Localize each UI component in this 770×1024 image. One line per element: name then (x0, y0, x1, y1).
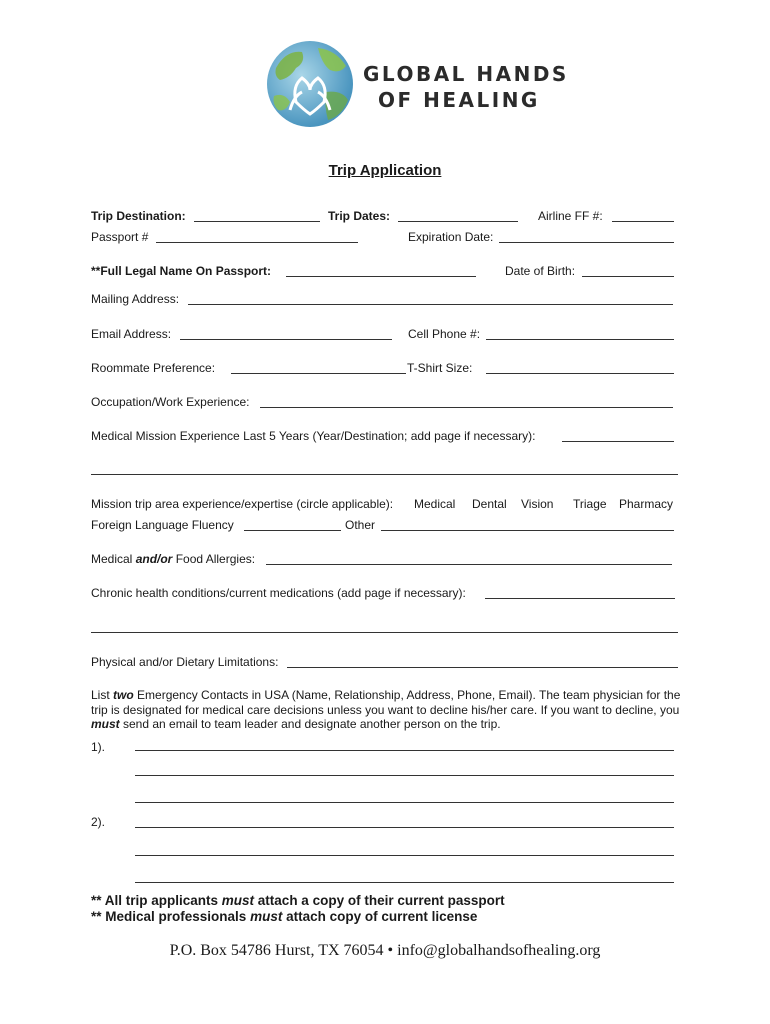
physical-limitations-label: Physical and/or Dietary Limitations: (91, 655, 279, 669)
cell-phone-field[interactable] (486, 339, 674, 340)
globe-hands-logo-icon (266, 40, 354, 128)
occupation-field[interactable] (260, 407, 673, 408)
email-address-field[interactable] (180, 339, 392, 340)
medical-mission-field-2[interactable] (91, 474, 678, 475)
trip-dates-field[interactable] (398, 221, 518, 222)
contact-1-field-line-3[interactable] (135, 802, 674, 803)
contact-1-label: 1). (91, 740, 106, 754)
contact-2-field-line-3[interactable] (135, 882, 674, 883)
logo-text-line1: GLOBAL HANDS (363, 62, 569, 86)
chronic-conditions-label: Chronic health conditions/current medications (add page if necessary): (91, 586, 466, 600)
contact-1-field-line-2[interactable] (135, 775, 674, 776)
passport-field[interactable] (156, 242, 358, 243)
date-of-birth-field[interactable] (582, 276, 674, 277)
expiration-date-label: Expiration Date: (408, 230, 494, 244)
passport-note: ** All trip applicants must attach a copy of their current passport (91, 893, 505, 908)
airline-ff-label: Airline FF #: (538, 209, 603, 223)
allergies-field[interactable] (266, 564, 672, 565)
license-note: ** Medical professionals must attach copy of current license (91, 909, 478, 924)
logo-text-line2: OF HEALING (378, 88, 540, 112)
mailing-address-field[interactable] (188, 304, 673, 305)
full-legal-name-label: **Full Legal Name On Passport: (91, 264, 272, 278)
emergency-contacts-instructions: List two Emergency Contacts in USA (Name, Relationship, Address, Phone, Email). The team physician for the trip is designated for medical care decisions unless you want to decline his/her care. If you want to decline, you must send an email to team leader and designate another person on the trip. (91, 688, 681, 731)
area-dental[interactable]: Dental (472, 497, 507, 511)
physical-limitations-field[interactable] (287, 667, 678, 668)
occupation-label: Occupation/Work Experience: (91, 395, 250, 409)
mailing-address-label: Mailing Address: (91, 292, 180, 306)
area-medical[interactable]: Medical (414, 497, 456, 511)
trip-destination-field[interactable] (194, 221, 320, 222)
roommate-preference-field[interactable] (231, 373, 406, 374)
form-title: Trip Application (328, 162, 442, 179)
allergies-label: Medical and/or Food Allergies: (91, 552, 256, 566)
area-pharmacy[interactable]: Pharmacy (619, 497, 674, 511)
foreign-language-field[interactable] (244, 530, 341, 531)
contact-1-field-line-1[interactable] (135, 750, 674, 751)
mission-area-label: Mission trip area experience/expertise (circle applicable): (91, 497, 394, 511)
contact-2-label: 2). (91, 815, 106, 829)
email-address-label: Email Address: (91, 327, 172, 341)
tshirt-size-label: T-Shirt Size: (407, 361, 473, 375)
medical-mission-field[interactable] (562, 441, 674, 442)
date-of-birth-label: Date of Birth: (505, 264, 576, 278)
expiration-date-field[interactable] (499, 242, 674, 243)
roommate-preference-label: Roommate Preference: (91, 361, 216, 375)
passport-label: Passport # (91, 230, 149, 244)
trip-dates-label: Trip Dates: (328, 209, 391, 223)
other-field[interactable] (381, 530, 674, 531)
area-triage[interactable]: Triage (573, 497, 607, 511)
chronic-conditions-field[interactable] (485, 598, 675, 599)
tshirt-size-field[interactable] (486, 373, 674, 374)
contact-2-field-line-2[interactable] (135, 855, 674, 856)
medical-mission-label: Medical Mission Experience Last 5 Years (Year/Destination; add page if necessary): (91, 429, 536, 443)
full-legal-name-field[interactable] (286, 276, 476, 277)
trip-destination-label: Trip Destination: (91, 209, 186, 223)
footer-address: P.O. Box 54786 Hurst, TX 76054 • info@globalhandsofhealing.org (169, 942, 601, 959)
contact-2-field-line-1[interactable] (135, 827, 674, 828)
airline-ff-field[interactable] (612, 221, 674, 222)
foreign-language-label: Foreign Language Fluency (91, 518, 234, 532)
chronic-conditions-field-2[interactable] (91, 632, 678, 633)
area-vision[interactable]: Vision (521, 497, 554, 511)
cell-phone-label: Cell Phone #: (408, 327, 481, 341)
other-label: Other (345, 518, 376, 532)
